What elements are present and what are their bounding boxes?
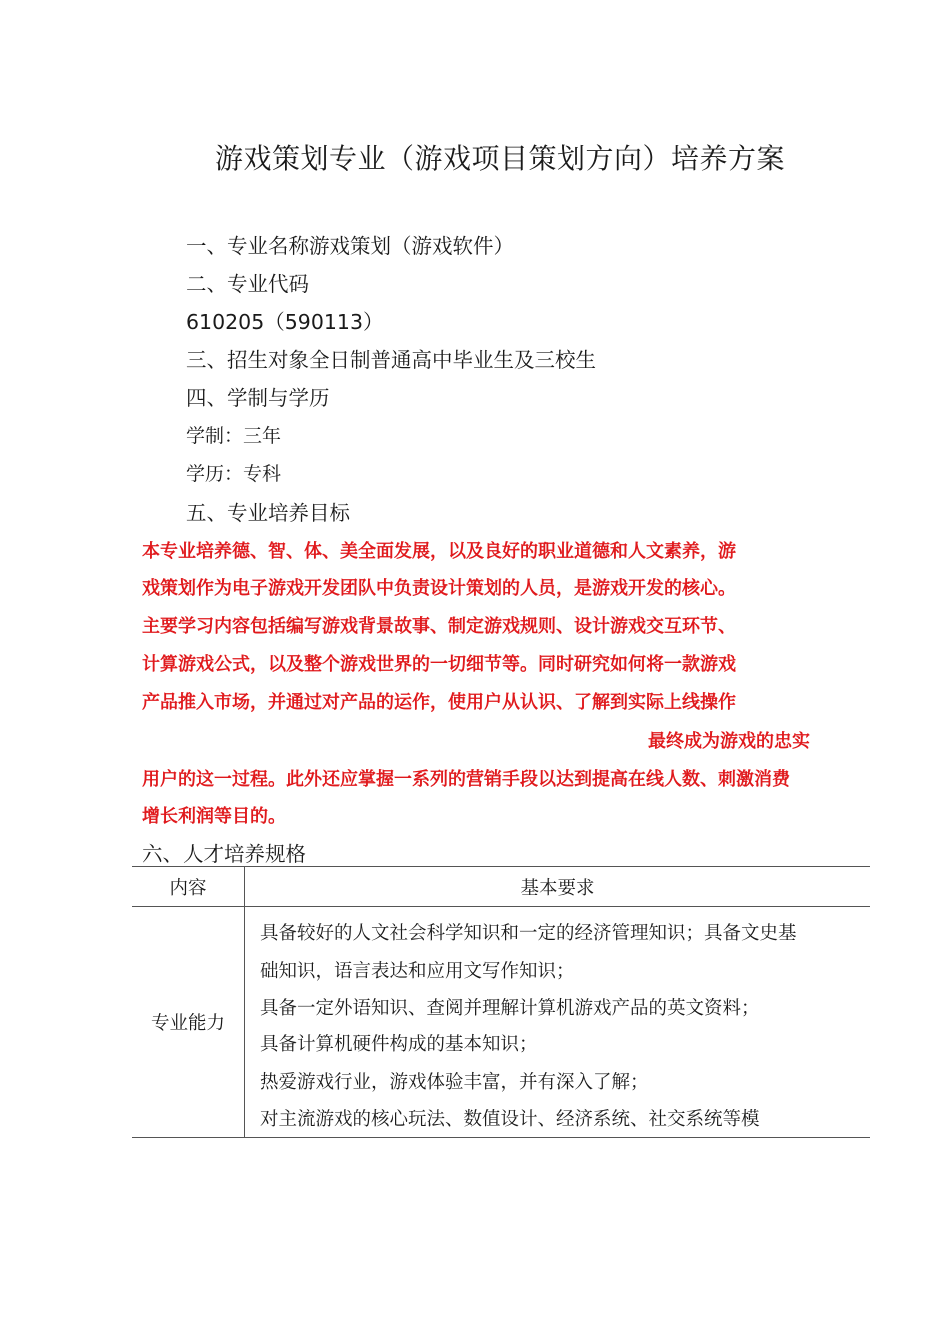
row-requirements — [245, 907, 870, 1137]
section-duration-degree: 四、学制与学历 — [186, 386, 330, 410]
spec-table — [132, 866, 870, 1138]
objective-line: 本专业培养德、智、体、美全面发展，以及良好的职业道德和人文素养，游 — [142, 541, 736, 562]
requirement-line: 具备一定外语知识、查阅并理解计算机游戏产品的英文资料； — [260, 998, 760, 1019]
header-requirements: 基本要求 — [520, 877, 595, 899]
header-content: 内容 — [132, 867, 245, 906]
objective-line: 用户的这一过程。此外还应掌握一系列的营销手段以达到提高在线人数、刺激消费 — [142, 769, 790, 790]
duration-value: 学制：三年 — [186, 425, 282, 447]
section-enrollment: 三、招生对象全日制普通高中毕业生及三校生 — [186, 348, 596, 372]
requirement-line: 对主流游戏的核心玩法、数值设计、经济系统、社交系统等模 — [260, 1109, 760, 1130]
section-objective: 五、专业培养目标 — [186, 501, 350, 525]
table-row — [132, 907, 870, 1137]
requirement-line: 热爱游戏行业，游戏体验丰富，并有深入了解； — [260, 1072, 649, 1093]
requirement-line: 具备计算机硬件构成的基本知识； — [260, 1034, 538, 1055]
major-code-value: 610205（590113） — [186, 310, 384, 334]
page-title: 游戏策划专业（游戏项目策划方向）培养方案 — [214, 142, 785, 175]
requirement-line: 础知识，语言表达和应用文写作知识； — [260, 961, 575, 982]
requirement-line: 具备较好的人文社会科学知识和一定的经济管理知识；具备文史基 — [260, 923, 797, 944]
section-major-code: 二、专业代码 — [186, 272, 309, 296]
objective-line: 计算游戏公式，以及整个游戏世界的一切细节等。同时研究如何将一款游戏 — [142, 654, 736, 675]
objective-line: 产品推入市场，并通过对产品的运作，使用户从认识、了解到实际上线操作 — [142, 692, 736, 713]
objective-line: 戏策划作为电子游戏开发团队中负责设计策划的人员，是游戏开发的核心。 — [142, 578, 736, 599]
section-major-name: 一、专业名称游戏策划（游戏软件） — [186, 234, 514, 258]
objective-line: 增长利润等目的。 — [142, 806, 286, 827]
degree-value: 学历：专科 — [186, 463, 282, 485]
objective-line: 最终成为游戏的忠实 — [648, 731, 810, 752]
table-header-row — [132, 867, 870, 907]
row-label: 专业能力 — [132, 907, 245, 1137]
section-talent-spec: 六、人才培养规格 — [142, 842, 306, 866]
objective-line: 主要学习内容包括编写游戏背景故事、制定游戏规则、设计游戏交互环节、 — [142, 616, 736, 637]
